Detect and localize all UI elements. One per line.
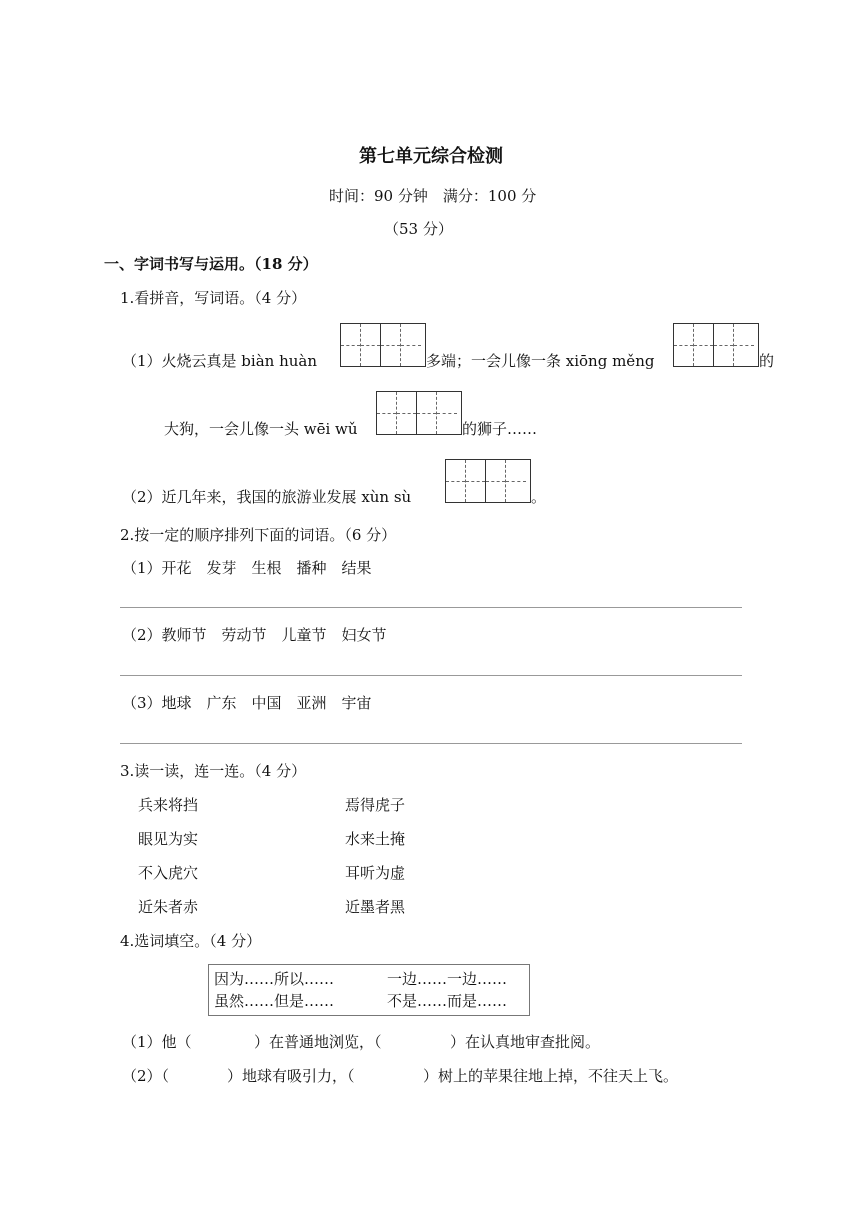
q2-label: 2.按一定的顺序排列下面的词语。（6 分） (120, 526, 397, 544)
section-heading: 一、字词书写与运用。（18 分） (104, 255, 318, 273)
q1-line3-part-b: 。 (531, 488, 547, 506)
q4-label: 4.选词填空。（4 分） (120, 932, 262, 950)
q4-sentence2-part-a: （2）（ (122, 1067, 170, 1085)
q2-item: （2）教师节 劳动节 儿童节 妇女节 (122, 626, 387, 644)
q4-sentence2-part-c: ）树上的苹果往地上掉，不往天上飞。 (423, 1067, 679, 1085)
exam-meta: 时间：90 分钟 满分：100 分 (329, 187, 537, 205)
q1-label: 1.看拼音，写词语。（4 分） (120, 289, 307, 307)
answer-line[interactable] (120, 743, 742, 744)
word-option: 虽然……但是…… (214, 992, 335, 1010)
q4-sentence1-part-a: （1）他（ (122, 1033, 192, 1051)
q2-item: （1）开花 发芽 生根 播种 结果 (122, 559, 372, 577)
idiom-left[interactable]: 不入虎穴 (138, 864, 199, 882)
q1-line2-part-a: 大狗，一会儿像一头 wēi wǔ (164, 420, 358, 438)
q1-line3-part-a: （2）近几年来，我国的旅游业发展 xùn sù (122, 488, 412, 506)
idiom-left[interactable]: 近朱者赤 (138, 898, 199, 916)
q4-sentence1-part-c: ）在认真地审查批阅。 (450, 1033, 601, 1051)
word-option: 不是……而是…… (387, 992, 508, 1010)
q3-label: 3.读一读，连一连。（4 分） (120, 762, 307, 780)
word-option: 一边……一边…… (387, 970, 508, 988)
idiom-right[interactable]: 耳听为虚 (345, 864, 406, 882)
idiom-left[interactable]: 眼见为实 (138, 830, 199, 848)
idiom-right[interactable]: 近墨者黑 (345, 898, 406, 916)
q1-line1-part-a: （1）火烧云真是 biàn huàn (122, 352, 318, 370)
answer-grid-bianhuan[interactable] (340, 323, 426, 367)
answer-line[interactable] (120, 607, 742, 608)
idiom-left[interactable]: 兵来将挡 (138, 796, 199, 814)
q4-sentence1-part-b: ）在普通地浏览，（ (254, 1033, 382, 1051)
answer-grid-xunsu[interactable] (445, 459, 531, 503)
idiom-right[interactable]: 焉得虎子 (345, 796, 406, 814)
q2-item: （3）地球 广东 中国 亚洲 宇宙 (122, 694, 372, 712)
idiom-right[interactable]: 水来土掩 (345, 830, 406, 848)
score-note: （53 分） (384, 220, 453, 238)
q1-line1-part-b: 多端；一会儿像一条 xiōng měng (426, 352, 655, 370)
q4-sentence2-part-b: ）地球有吸引力，（ (227, 1067, 355, 1085)
answer-grid-weiwu[interactable] (376, 391, 462, 435)
page-title: 第七单元综合检测 (359, 146, 503, 167)
answer-grid-xiongmeng[interactable] (673, 323, 759, 367)
q1-line2-part-b: 的狮子…… (462, 420, 538, 438)
answer-line[interactable] (120, 675, 742, 676)
q1-line1-part-c: 的 (759, 352, 775, 370)
word-option: 因为……所以…… (214, 970, 335, 988)
